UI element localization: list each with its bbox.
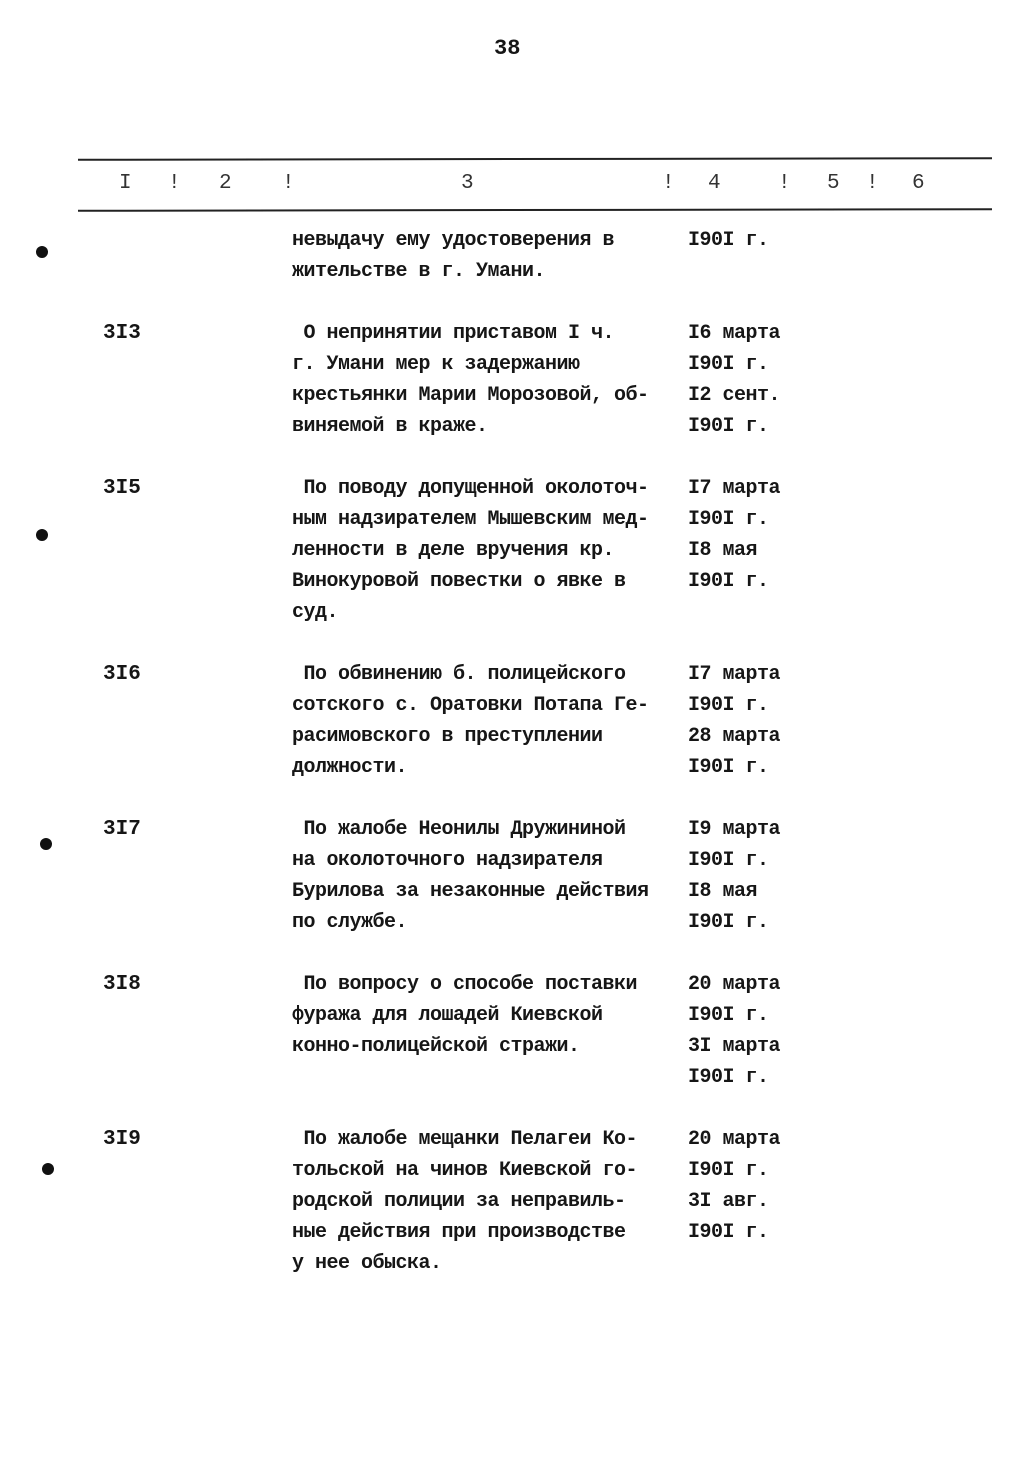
item-description: жительстве в г. Умани. <box>292 260 546 283</box>
column-header-6: 6 <box>912 172 925 195</box>
item-line <box>0 659 1024 690</box>
punch-hole-mark <box>40 838 52 850</box>
item-date: I9 марта <box>688 818 781 841</box>
item-date: I90I г. <box>688 1159 769 1182</box>
item-line <box>0 907 1024 938</box>
column-separator: ! <box>168 172 181 195</box>
column-separator: ! <box>778 172 791 195</box>
item-date: 20 марта <box>688 1128 781 1151</box>
item-date: I90I г. <box>688 1066 769 1089</box>
item-line <box>0 504 1024 535</box>
item-date: I7 марта <box>688 477 781 500</box>
item-line <box>0 1031 1024 1062</box>
item-description: О непринятии приставом I ч. <box>292 322 615 345</box>
item-description: родской полиции за неправиль- <box>292 1190 626 1213</box>
column-separator: ! <box>866 172 879 195</box>
item-line <box>0 814 1024 845</box>
item-description: ленности в деле вручения кр. <box>292 539 615 562</box>
item-description: Бурилова за незаконные действия <box>292 880 649 903</box>
item-line <box>0 566 1024 597</box>
item-line <box>0 318 1024 349</box>
item-number: 3I5 <box>103 477 141 500</box>
header-top-rule <box>78 157 992 161</box>
item-line <box>0 1000 1024 1031</box>
item-line <box>0 1248 1024 1279</box>
item-date: 3I марта <box>688 1035 781 1058</box>
item-date: I90I г. <box>688 756 769 779</box>
item-line <box>0 969 1024 1000</box>
item-date: 28 марта <box>688 725 781 748</box>
punch-hole-mark <box>36 246 48 258</box>
item-date: I90I г. <box>688 415 769 438</box>
item-number: 3I9 <box>103 1128 141 1151</box>
item-number: 3I7 <box>103 818 141 841</box>
list-item <box>0 969 1024 1093</box>
item-description: По вопросу о способе поставки <box>292 973 638 996</box>
item-line <box>0 721 1024 752</box>
item-line <box>0 845 1024 876</box>
item-date: I90I г. <box>688 570 769 593</box>
item-date: I90I г. <box>688 1004 769 1027</box>
item-number: 3I6 <box>103 663 141 686</box>
item-description: конно-полицейской стражи. <box>292 1035 580 1058</box>
item-description: ные действия при производстве <box>292 1221 626 1244</box>
item-line <box>0 1217 1024 1248</box>
item-date: I90I г. <box>688 508 769 531</box>
item-line <box>0 1186 1024 1217</box>
item-date: 20 марта <box>688 973 781 996</box>
item-line <box>0 380 1024 411</box>
item-number: 3I8 <box>103 973 141 996</box>
item-description: по службе. <box>292 911 408 934</box>
item-description: виняемой в краже. <box>292 415 488 438</box>
item-line <box>0 411 1024 442</box>
item-description: По обвинению б. полицейского <box>292 663 626 686</box>
item-line <box>0 535 1024 566</box>
item-description: тольской на чинов Киевской го- <box>292 1159 638 1182</box>
list-item <box>0 225 1024 287</box>
column-header-1: I <box>119 172 132 195</box>
item-description: г. Умани мер к задержанию <box>292 353 580 376</box>
item-date: I8 мая <box>688 539 758 562</box>
item-description: ным надзирателем Мышевским мед- <box>292 508 649 531</box>
item-line <box>0 1155 1024 1186</box>
list-item <box>0 659 1024 783</box>
page-number: 38 <box>494 36 521 61</box>
column-separator: ! <box>282 172 295 195</box>
item-date: 3I авг. <box>688 1190 769 1213</box>
item-number: 3I3 <box>103 322 141 345</box>
column-header-3: 3 <box>461 172 474 195</box>
list-item <box>0 318 1024 442</box>
item-description: По жалобе мещанки Пелагеи Ко- <box>292 1128 638 1151</box>
item-description: По жалобе Неонилы Дружининой <box>292 818 626 841</box>
item-line <box>0 349 1024 380</box>
item-line <box>0 473 1024 504</box>
inventory-list <box>0 225 1024 1310</box>
item-description: невыдачу ему удостоверения в <box>292 229 615 252</box>
column-header-5: 5 <box>827 172 840 195</box>
item-date: I8 мая <box>688 880 758 903</box>
item-date: I90I г. <box>688 849 769 872</box>
item-date: I6 марта <box>688 322 781 345</box>
header-bottom-rule <box>78 208 992 212</box>
list-item <box>0 1124 1024 1279</box>
punch-hole-mark <box>36 529 48 541</box>
item-line <box>0 225 1024 256</box>
item-line <box>0 1124 1024 1155</box>
item-date: I90I г. <box>688 911 769 934</box>
item-line <box>0 752 1024 783</box>
item-description: суд. <box>292 601 339 624</box>
column-separator: ! <box>662 172 675 195</box>
item-description: сотского с. Оратовки Потапа Ге- <box>292 694 649 717</box>
item-line <box>0 1062 1024 1093</box>
item-date: I2 сент. <box>688 384 781 407</box>
item-description: фуража для лошадей Киевской <box>292 1004 603 1027</box>
item-description: должности. <box>292 756 408 779</box>
item-date: I90I г. <box>688 353 769 376</box>
item-line <box>0 597 1024 628</box>
item-date: I90I г. <box>688 229 769 252</box>
item-date: I90I г. <box>688 1221 769 1244</box>
item-date: I7 марта <box>688 663 781 686</box>
item-line <box>0 876 1024 907</box>
item-description: на околоточного надзирателя <box>292 849 603 872</box>
punch-hole-mark <box>42 1163 54 1175</box>
column-header-2: 2 <box>219 172 232 195</box>
list-item <box>0 473 1024 628</box>
item-description: у нее обыска. <box>292 1252 442 1275</box>
item-date: I90I г. <box>688 694 769 717</box>
item-description: расимовского в преступлении <box>292 725 603 748</box>
item-line <box>0 690 1024 721</box>
item-description: По поводу допущенной околоточ- <box>292 477 649 500</box>
item-line <box>0 256 1024 287</box>
item-description: крестьянки Марии Морозовой, об- <box>292 384 649 407</box>
column-header-4: 4 <box>708 172 721 195</box>
item-description: Винокуровой повестки о явке в <box>292 570 626 593</box>
list-item <box>0 814 1024 938</box>
